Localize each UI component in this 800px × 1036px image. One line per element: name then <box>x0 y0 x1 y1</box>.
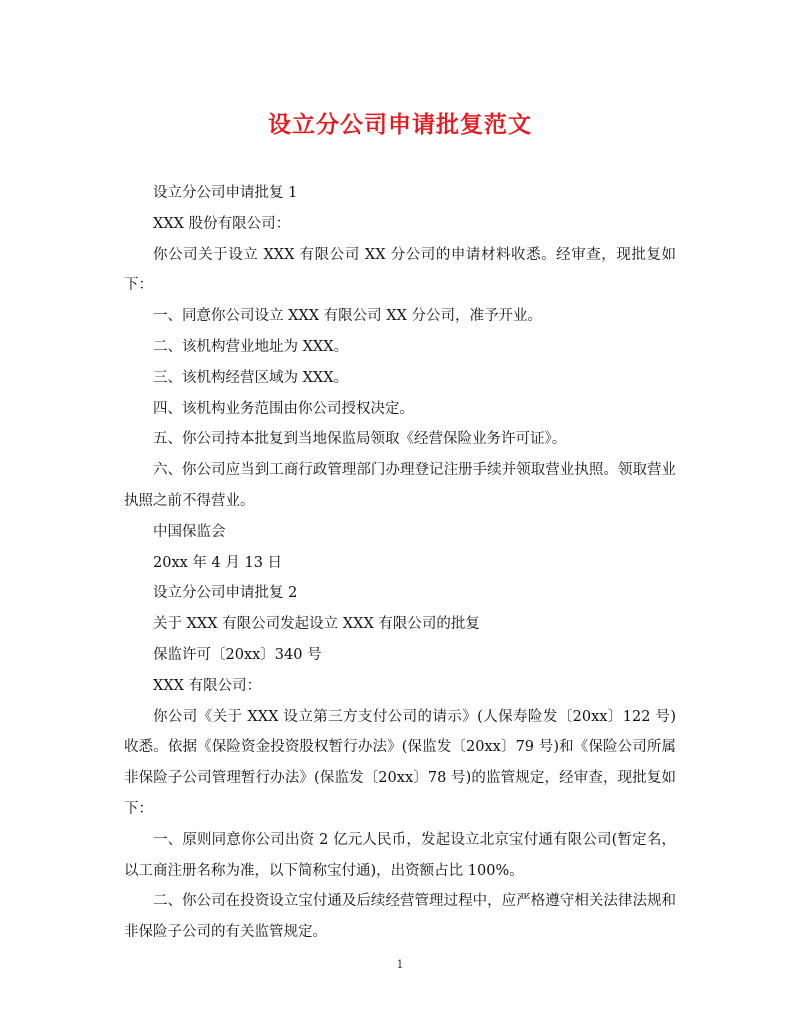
signature-date: 20xx 年 4 月 13 日 <box>153 554 283 571</box>
permit-number: 保监许可〔20xx〕340 号 <box>153 646 322 663</box>
signature-org: 中国保监会 <box>153 523 226 540</box>
document-body <box>124 178 676 948</box>
section-heading-1: 设立分公司申请批复 1 <box>153 185 298 201</box>
list-item: 三、该机构经营区域为 XXX。 <box>153 369 349 386</box>
addressee: XXX 股份有限公司： <box>153 215 291 232</box>
list-item: 二、该机构营业地址为 XXX。 <box>153 338 349 355</box>
addressee: XXX 有限公司： <box>153 677 262 694</box>
list-item: 一、同意你公司设立 XXX 有限公司 XX 分公司，准予开业。 <box>153 308 543 325</box>
paragraph: 你公司关于设立 XXX 有限公司 XX 分公司的申请材料收悉。经审查，现批复如下： <box>124 246 676 294</box>
paragraph: 你公司《关于 XXX 设立第三方支付公司的请示》(人保寿险发〔20xx〕122 号)收悉。依据《保险资金投资股权暂行办法》(保监发〔20xx〕79 号)和《保险公司所属非保险子公司管理暂行办法》(保监发〔20xx〕78 号)的监管规定，经审查，现批复如下： <box>124 708 676 817</box>
page-number: 1 <box>396 958 404 971</box>
list-item: 一、原则同意你公司出资 2 亿元人民币，发起设立北京宝付通有限公司(暂定名，以工商注册名称为准，以下简称宝付通)，出资额占比 100%。 <box>124 831 676 879</box>
document-title: 设立分公司申请批复范文 <box>268 112 532 138</box>
reply-title: 关于 XXX 有限公司发起设立 XXX 有限公司的批复 <box>153 616 480 633</box>
section-heading-2: 设立分公司申请批复 2 <box>153 585 298 602</box>
list-item: 四、该机构业务范围由你公司授权决定。 <box>153 400 414 417</box>
list-item: 二、你公司在投资设立宝付通及后续经营管理过程中，应严格遵守相关法律法规和非保险子公司的有关监管规定。 <box>124 893 676 941</box>
list-item: 五、你公司持本批复到当地保监局领取《经营保险业务许可证》。 <box>153 431 567 448</box>
list-item: 六、你公司应当到工商行政管理部门办理登记注册手续并领取营业执照。领取营业执照之前不得营业。 <box>124 462 676 509</box>
